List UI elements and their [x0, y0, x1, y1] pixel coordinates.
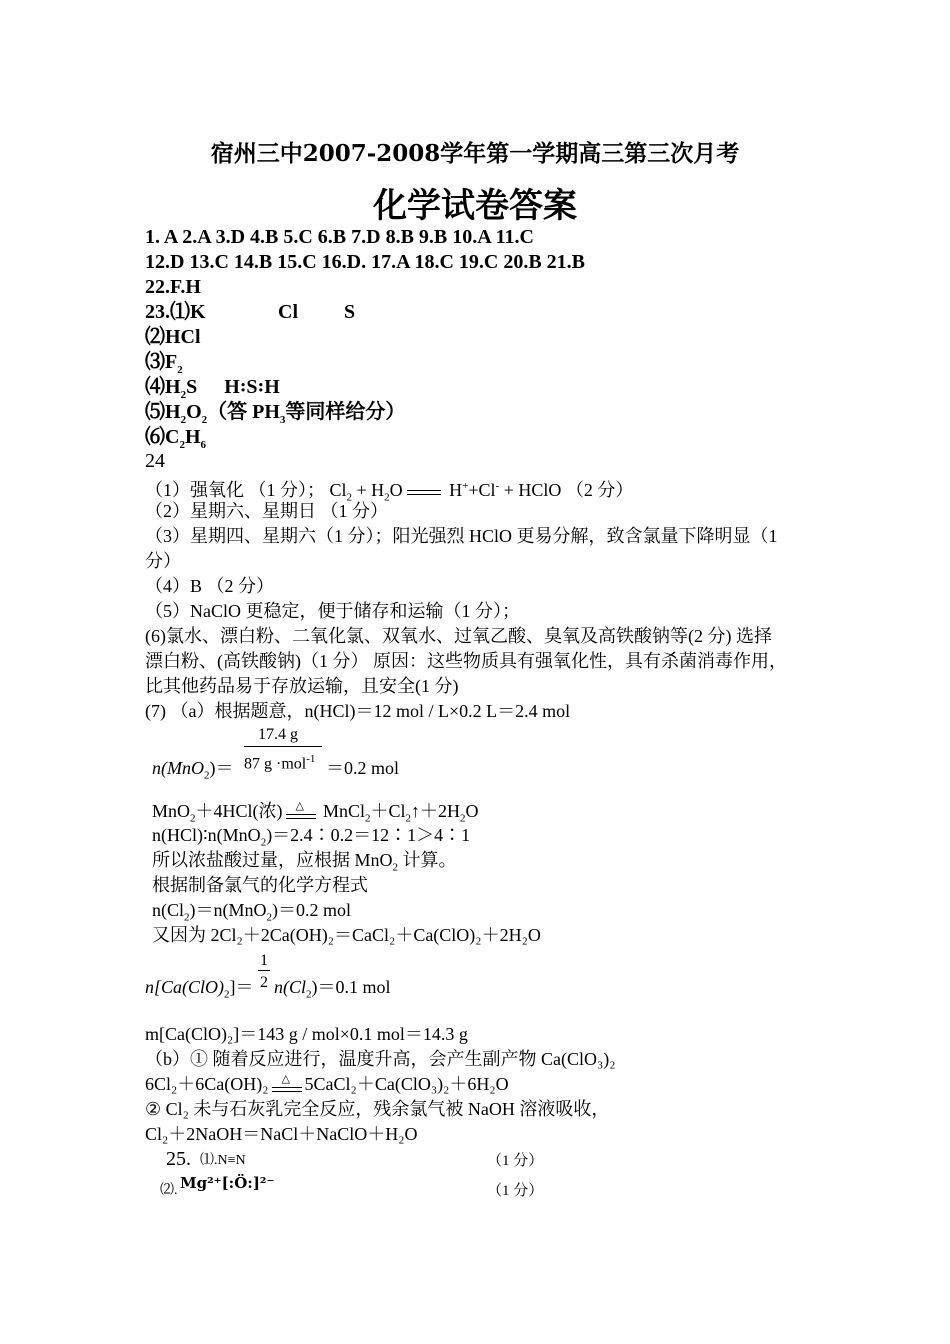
q24-l16-sub2: 2 — [266, 911, 273, 924]
q24-l18-c: n(Cl — [274, 977, 307, 997]
q24-l18-a: n[Ca(ClO) — [145, 977, 225, 997]
q24-l1-sub: 2 — [346, 491, 353, 504]
q24-l18-sub: 2 — [224, 988, 230, 1001]
q24-number: 24 — [145, 450, 165, 472]
fraction-2-numerator: 1 — [260, 952, 268, 969]
q24-l18-b: ]＝ — [229, 977, 254, 997]
q24-l18-sub2: 2 — [306, 988, 312, 1001]
q24-l13-sub: 2 — [260, 836, 267, 849]
q24-l21-b: 5CaCl₂＋Ca(ClO₃)₂＋6H₂O — [304, 1074, 509, 1094]
q24-line-21 — [145, 1073, 509, 1095]
q23-p5-a: ⑸H — [145, 401, 181, 423]
q24-l14-sub: 2 — [392, 861, 399, 874]
answers-line-2: 12.D 13.C 14.B 15.C 16.D. 17.A 18.C 19.C 20.B 21.B — [145, 251, 586, 273]
q24-l11-b: )＝ — [209, 758, 234, 778]
q24-l12-d: ＋Cl — [370, 801, 406, 821]
fraction-1-den-text: 87 g ·mol — [244, 755, 307, 773]
q24-l1-a: （1）强氧化 （1 分）； Cl — [145, 480, 347, 500]
q25-part1-score: （1 分） — [487, 1153, 544, 1169]
q23-p3-text: ⑶F — [145, 351, 178, 373]
q24-l1-sub2: 2 — [384, 491, 390, 504]
q24-line-15: 根据制备氯气的化学方程式 — [152, 875, 368, 895]
q24-line-5: （4）B （2 分） — [145, 576, 275, 596]
answers-line-3: 22.F.H — [145, 276, 201, 298]
q23-cl: Cl — [278, 301, 298, 323]
q23-p6-sub1: 2 — [179, 439, 185, 451]
q24-line-19: m[Ca(ClO)₂]＝143 g / mol×0.1 mol＝14.3 g — [145, 1024, 468, 1044]
q24-l12-sub3: 2 — [405, 812, 412, 825]
q23-p4-a: ⑷H — [145, 376, 181, 398]
q24-l12-sub: 2 — [190, 812, 196, 825]
q24-line-3: （3）星期四、星期六（1 分）；阳光强烈 HClO 更易分解，致含氯量下降明显（1 — [145, 526, 778, 546]
q24-l1-sup2: - — [495, 480, 500, 492]
q25-part2-score: （1 分） — [487, 1183, 544, 1199]
q23-p5-d: 等同样给分） — [285, 401, 406, 423]
fraction-1-denominator — [244, 748, 315, 775]
q24-line-6: （5）NaClO 更稳定，便于储存和运输（1 分）； — [145, 601, 520, 621]
heat-condition-icon: △ — [286, 805, 316, 821]
q23-p4-electron-formula: H꞉S꞉H — [224, 376, 280, 398]
fraction-2-denominator: 2 — [260, 974, 268, 991]
q24-line-22: ② Cl₂ 未与石灰乳完全反应，残余氯气被 NaOH 溶液吸收， — [145, 1099, 610, 1119]
fraction-2-bar — [258, 970, 270, 971]
q24-l12-f: O — [465, 801, 479, 821]
q23-part1 — [145, 301, 206, 323]
q24-l1-d: H — [444, 480, 463, 500]
q24-l12-b: ＋4HCl(浓) — [195, 801, 283, 821]
q24-line-11-result: ＝0.2 mol — [326, 758, 400, 778]
q24-line-10: (7) （a）根据题意，n(HCl)＝12 mol / L×0.2 L＝2.4 mol — [145, 701, 571, 721]
q24-l1-e: +Cl — [468, 480, 496, 500]
q24-l1-b: + H — [352, 480, 385, 500]
q24-l1-f: + HClO （2 分） — [499, 480, 634, 500]
q23-p4-sub: 2 — [180, 389, 187, 401]
q23-p5-b: O — [186, 401, 202, 423]
exam-title: 宿州三中2007-2008学年第一学期高三第三次月考 — [210, 140, 740, 167]
q24-line-20: （b）① 随着反应进行，温度升高，会产生副产物 Ca(ClO₃)₂ — [145, 1049, 616, 1069]
q24-l11-sub: 2 — [204, 769, 210, 782]
q23-p5-sub1: 2 — [180, 414, 187, 426]
q24-l12-sub4: 2 — [460, 812, 466, 825]
q24-line-4: 分） — [145, 551, 181, 571]
q24-line-17: 又因为 2Cl₂＋2Ca(OH)₂＝CaCl₂＋Ca(ClO)₂＋2H₂O — [152, 925, 541, 945]
q23-p6-a: ⑹C — [145, 426, 180, 448]
q23-p5-c: （答 PH — [207, 401, 280, 423]
q25-part2: ⑵. — [160, 1183, 178, 1198]
q23-s: S — [344, 301, 356, 323]
q24-l12-e: ↑＋2H — [411, 801, 461, 821]
q24-l11-a: n(MnO — [152, 758, 204, 778]
q24-l13-a: n(HCl)∶n(MnO — [152, 825, 261, 845]
q23-p3-sub: 2 — [177, 364, 183, 376]
q24-l16-a: n(Cl — [152, 900, 185, 920]
q24-l16-sub: 2 — [184, 911, 190, 924]
q24-l1-sup: + — [462, 480, 469, 492]
q24-l14-b: 计算。 — [398, 850, 457, 870]
q24-l1-c: O — [389, 480, 403, 500]
q24-l16-c: )＝0.2 mol — [272, 900, 352, 920]
mgo-electron-formula: Mg²⁺[:Ö:]²⁻ — [180, 1174, 275, 1192]
q24-l12-c: MnCl — [318, 801, 366, 821]
q24-l13-b: )＝2.4∶0.2＝12∶1＞4∶1 — [266, 825, 471, 845]
q23-part2: ⑵HCl — [145, 326, 201, 348]
exam-subtitle: 化学试卷答案 — [373, 186, 577, 226]
q25-number: 25. — [166, 1148, 191, 1170]
q25-part1: ⑴.N≡N — [200, 1153, 246, 1168]
fraction-1-den-sup: -1 — [306, 753, 316, 765]
q24-line-7: (6)氯水、漂白粉、二氧化氯、双氧水、过氧乙酸、臭氧及高铁酸钠等(2 分) 选择 — [145, 626, 772, 646]
q23-p6-sub2: 6 — [200, 439, 207, 451]
q24-line-18-rest — [274, 976, 391, 1006]
answers-line-1: 1. A 2.A 3.D 4.B 5.C 6.B 7.D 8.B 9.B 10.A 11.C — [145, 226, 534, 248]
q24-l14-a: 所以浓盐酸过量，应根据 MnO — [152, 850, 393, 870]
q24-line-2: （2）星期六、星期日 （1 分） — [145, 501, 388, 521]
q23-p5-sub3: 3 — [279, 414, 286, 426]
fraction-1-numerator: 17.4 g — [258, 726, 298, 743]
q24-line-18 — [145, 976, 254, 1006]
q24-line-8: 漂白粉、(高铁酸钠)（1 分） 原因：这些物质具有强氧化性，具有杀菌消毒作用， — [145, 651, 787, 671]
q24-line-11 — [152, 757, 234, 787]
q23-k: 23.⑴K — [145, 301, 206, 323]
q23-p5-sub2: 2 — [201, 414, 208, 426]
fraction-1-bar — [244, 746, 322, 747]
q24-l12-a: MnO — [152, 801, 191, 821]
q23-p4-b: S — [186, 376, 198, 398]
q24-line-23: Cl₂＋2NaOH＝NaCl＋NaClO＋H₂O — [145, 1124, 418, 1144]
q24-line-9: 比其他药品易于存放运输，且安全(1 分) — [145, 676, 459, 696]
q23-p6-b: H — [184, 426, 201, 448]
q24-l21-a: 6Cl₂＋6Ca(OH)₂ — [145, 1074, 269, 1094]
heat-condition-icon-2: △ — [272, 1078, 302, 1094]
q24-l16-b: )＝n(MnO — [189, 900, 267, 920]
reversible-arrow-icon — [407, 487, 441, 497]
q24-l18-d: )＝0.1 mol — [311, 977, 391, 997]
q24-l12-sub2: 2 — [365, 812, 371, 825]
